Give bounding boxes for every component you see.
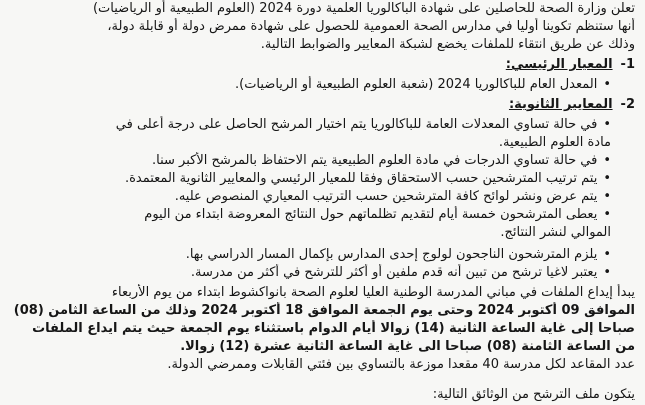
secondary-item-continuation: مادة العلوم الطبيعية.: [498, 135, 611, 150]
secondary-item-text: يعتبر لاغيا ترشح من تبين أنه قدم ملفين أو أكثر للترشح في أكثر من مدرسة.: [190, 265, 598, 280]
secondary-item: [6, 116, 635, 134]
secondary-item: [6, 264, 635, 282]
secondary-item-continuation: الموالي لنشر النتائج.: [500, 225, 611, 240]
secondary-item-text: يتم ترتيب المترشحين حسب الاستحقاق وفقا للمعيار الرئيسي والمعايير الثانوية المعتمدة.: [124, 171, 598, 186]
bullet-icon: •: [603, 189, 611, 204]
deposit-line-4: من الساعة الثامنة (08) صباحا الى غاية الساعة الثانية عشرة (12) زوالا.: [180, 339, 635, 354]
bullet-icon: •: [603, 117, 611, 132]
secondary-item-text: يتم عرض ونشر لوائح كافة المترشحين حسب الترتيب المعياري المنصوص عليه.: [174, 189, 598, 204]
secondary-item: [6, 152, 635, 170]
deposit-line-2: الموافق 09 أكتوبر 2024 وحتى يوم الجمعة الموافق 18 أكتوبر 2024 وذلك من الساعة الثامن (08): [13, 303, 635, 318]
deposit-line-1: يبدأ إيداع الملفات في مباني المدرسة الوطنية العليا لعلوم الصحة بانواكشوط ابتداء من يوم الأربعاء: [111, 285, 635, 300]
bullet-icon: •: [603, 207, 611, 222]
secondary-item-text: في حالة تساوي الدرجات في مادة العلوم الطبيعية يتم الاحتفاظ بالمرشح الأكبر سنا.: [152, 153, 598, 168]
secondary-criteria-title: المعايير الثانوية:: [508, 97, 613, 112]
main-criterion-number: 1-: [620, 57, 635, 72]
secondary-item: [6, 170, 635, 188]
bullet-icon: •: [603, 153, 611, 168]
main-criterion-text: المعدل العام للباكالوريا 2024 (شعبة العلوم الطبيعية أو الرياضيات).: [234, 77, 598, 92]
secondary-item-text: يعطى المترشحون خمسة أيام لتقديم تظلماتهم حول النتائج المعروضة ابتداء من اليوم: [144, 207, 598, 222]
intro-line-2: أنها ستنظم تكوينا أوليا في مدارس الصحة العمومية للحصول على شهادة ممرض دولة أو قابلة دولة،: [107, 19, 635, 34]
bullet-icon: •: [603, 265, 611, 280]
intro-line-3: وذلك عن طريق انتقاء للملفات يخضع لشبكة المعايير والضوابط التالية.: [260, 37, 635, 52]
secondary-criteria-heading: [6, 96, 635, 114]
main-criterion-heading: [6, 56, 635, 74]
secondary-item: [6, 206, 635, 224]
main-criterion-title: المعيار الرئيسي:: [505, 57, 613, 72]
main-criterion-item: [6, 76, 635, 94]
bullet-icon: •: [603, 77, 611, 92]
deposit-line-3: صباحا إلى غاية الساعة الثانية (14) زوالا أيام الدوام باستثناء يوم الجمعة حيث يتم ايداع الملفات: [32, 321, 635, 336]
secondary-item-text: في حالة تساوي المعدلات العامة للباكالوريا يتم اختيار المرشح الحاصل على درجة أعلى في: [115, 117, 598, 132]
secondary-criteria-number: 2-: [620, 97, 635, 112]
seats-line: عدد المقاعد لكل مدرسة 40 مقعدا موزعة بالتساوي بين فئتي القابلات وممرضي الدولة.: [167, 357, 635, 372]
documents-title: يتكون ملف الترشح من الوثائق التالية:: [432, 387, 635, 402]
secondary-item: [6, 188, 635, 206]
secondary-item-text: يلزم المترشحون الناجحون لولوج إحدى المدارس بإكمال المسار الدراسي بها.: [185, 247, 598, 262]
bullet-icon: •: [603, 171, 611, 186]
bullet-icon: •: [603, 247, 611, 262]
intro-line-1: تعلن وزارة الصحة للحاصلين على شهادة الباكالوريا العلمية دورة 2024 (العلوم الطبيعية أو الرياضيات): [92, 1, 635, 16]
secondary-item: [6, 246, 635, 264]
